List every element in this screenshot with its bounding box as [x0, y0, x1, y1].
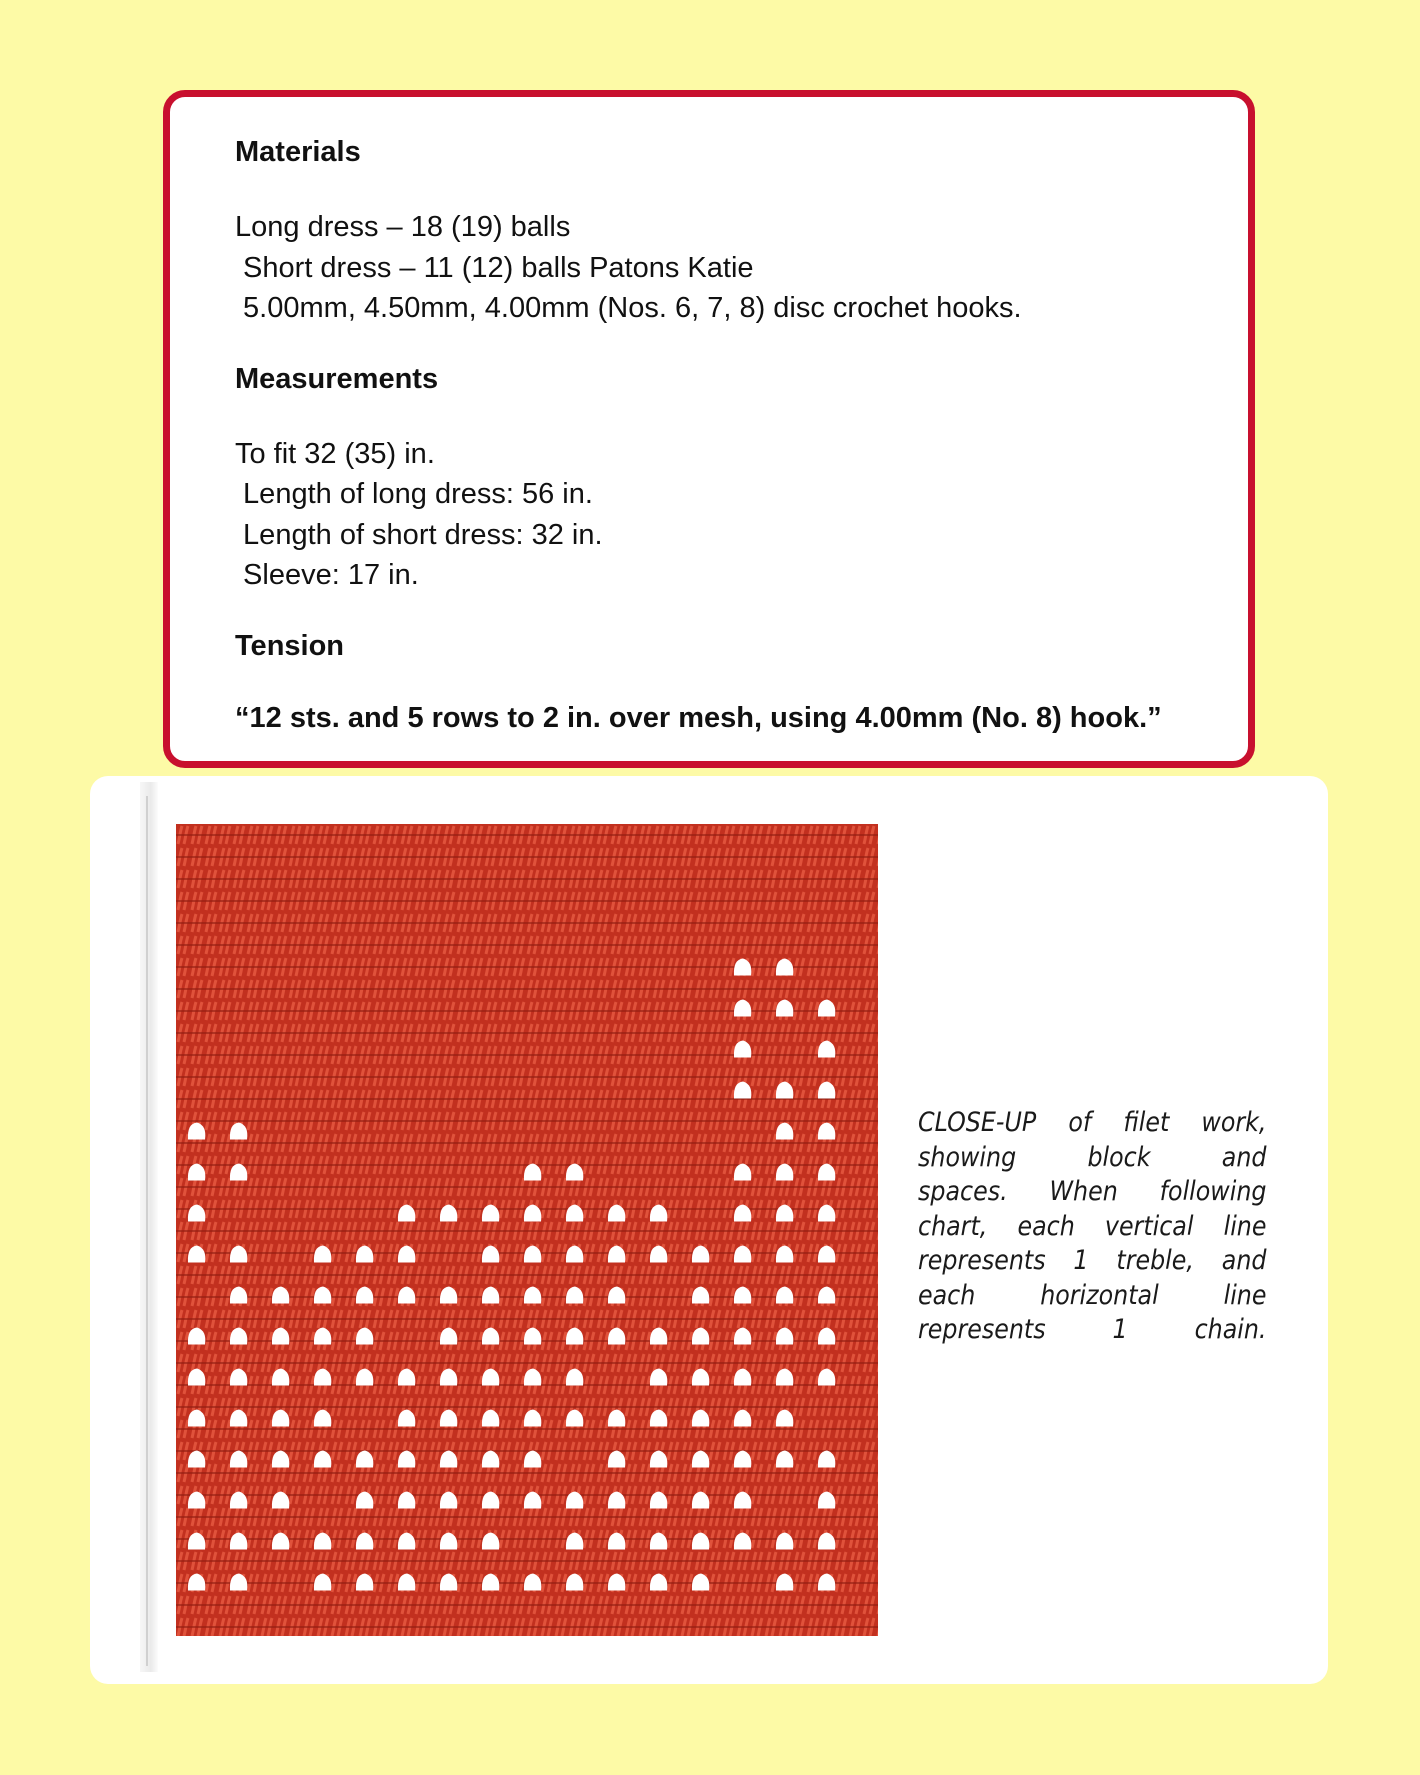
tension-text: “12 sts. and 5 rows to 2 in. over mesh, using 4.00mm (No. 8) hook.” [235, 701, 1162, 734]
materials-line: 5.00mm, 4.50mm, 4.00mm (Nos. 6, 7, 8) disc crochet hooks. [235, 292, 1022, 324]
measurements-line: Length of short dress: 32 in. [235, 518, 603, 551]
caption-line: represents 1 treble, and [918, 1245, 1267, 1276]
measurements-line: To fit 32 (35) in. [235, 437, 435, 470]
caption-line: each horizontal line [918, 1279, 1267, 1311]
measurements-heading: Measurements [235, 362, 439, 395]
tension-heading: Tension [235, 629, 345, 662]
scan-edge-line [146, 796, 148, 1666]
caption-line: spaces. When following [918, 1176, 1267, 1207]
caption-line: represents 1 chain. [918, 1314, 1267, 1345]
materials-line: Short dress – 11 (12) balls Patons Katie [235, 251, 754, 284]
swatch-fabric [176, 824, 878, 1636]
photo-caption [918, 1106, 1266, 1348]
filet-photo-card [90, 776, 1328, 1684]
filet-crochet-swatch-image [176, 824, 878, 1636]
measurements-line: Sleeve: 17 in. [235, 559, 419, 591]
measurements-line: Length of long dress: 56 in. [235, 478, 593, 510]
materials-heading: Materials [235, 136, 361, 168]
caption-line: chart, each vertical line [918, 1210, 1267, 1242]
scan-page-edge [140, 782, 158, 1672]
caption-line: showing block and [918, 1141, 1267, 1173]
materials-line: Long dress – 18 (19) balls [235, 211, 571, 243]
caption-line: CLOSE-UP of filet work, [918, 1107, 1267, 1138]
pattern-info-card [163, 90, 1255, 768]
